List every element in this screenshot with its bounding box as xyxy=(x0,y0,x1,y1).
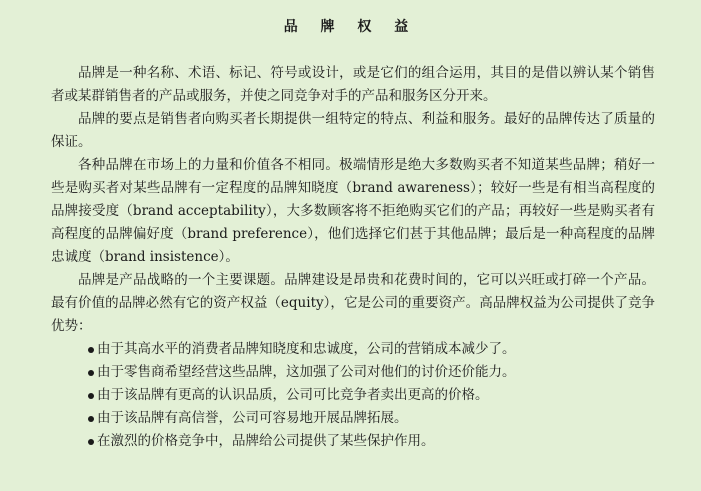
list-item-text: 由于该品牌有更高的认识品质，公司可比竞争者卖出更高的价格。 xyxy=(97,387,489,403)
list-item xyxy=(51,407,655,430)
page-title: 品 牌 权 益 xyxy=(283,19,418,35)
bullet-icon xyxy=(88,439,94,445)
list-item-text: 在激烈的价格竞争中，品牌给公司提供了某些保护作用。 xyxy=(97,433,435,449)
list-item-text: 由于其高水平的消费者品牌知晓度和忠诚度，公司的营销成本减少了。 xyxy=(97,341,516,357)
bullet-icon xyxy=(88,416,94,422)
list-item xyxy=(51,384,655,407)
paragraph-brand-levels: 各种品牌在市场上的力量和价值各不相同。极端情形是绝大多数购买者不知道某些品牌；稍好一些是购买者对某些品牌有一定程度的品牌知晓度（brand awareness）；较好一些是有相当高程度的品牌接受度（brand acceptability），大多数顾客将不拒绝购买它们的产品；再较好一些是购买者有高程度的品牌偏好度（brand preference），他们选择它们甚于其他品牌；最后是一种高程度的品牌忠诚度（brand insistence）。 xyxy=(51,157,655,265)
list-item-text: 由于零售商希望经营这些品牌，这加强了公司对他们的讨价还价能力。 xyxy=(97,364,516,380)
list-item xyxy=(51,338,655,361)
bullet-icon xyxy=(88,370,94,376)
paragraph-key-points: 品牌的要点是销售者向购买者长期提供一组特定的特点、利益和服务。最好的品牌传达了质量的保证。 xyxy=(51,111,655,150)
bullet-icon xyxy=(88,347,94,353)
advantages-list xyxy=(51,338,655,453)
paragraph-definition: 品牌是一种名称、术语、标记、符号或设计，或是它们的组合运用，其目的是借以辨认某个销售者或某群销售者的产品或服务，并使之同竞争对手的产品和服务区分开来。 xyxy=(51,65,655,104)
bullet-icon xyxy=(88,393,94,399)
paragraph-brand-equity: 品牌是产品战略的一个主要课题。品牌建设是昂贵和花费时间的，它可以兴旺或打碎一个产品。最有价值的品牌必然有它的资产权益（equity），它是公司的重要资产。高品牌权益为公司提供了竞争优势： xyxy=(51,272,655,334)
list-item xyxy=(51,361,655,384)
list-item-text: 由于该品牌有高信誉，公司可容易地开展品牌拓展。 xyxy=(97,410,408,426)
list-item xyxy=(51,430,655,453)
document-body xyxy=(51,62,655,453)
